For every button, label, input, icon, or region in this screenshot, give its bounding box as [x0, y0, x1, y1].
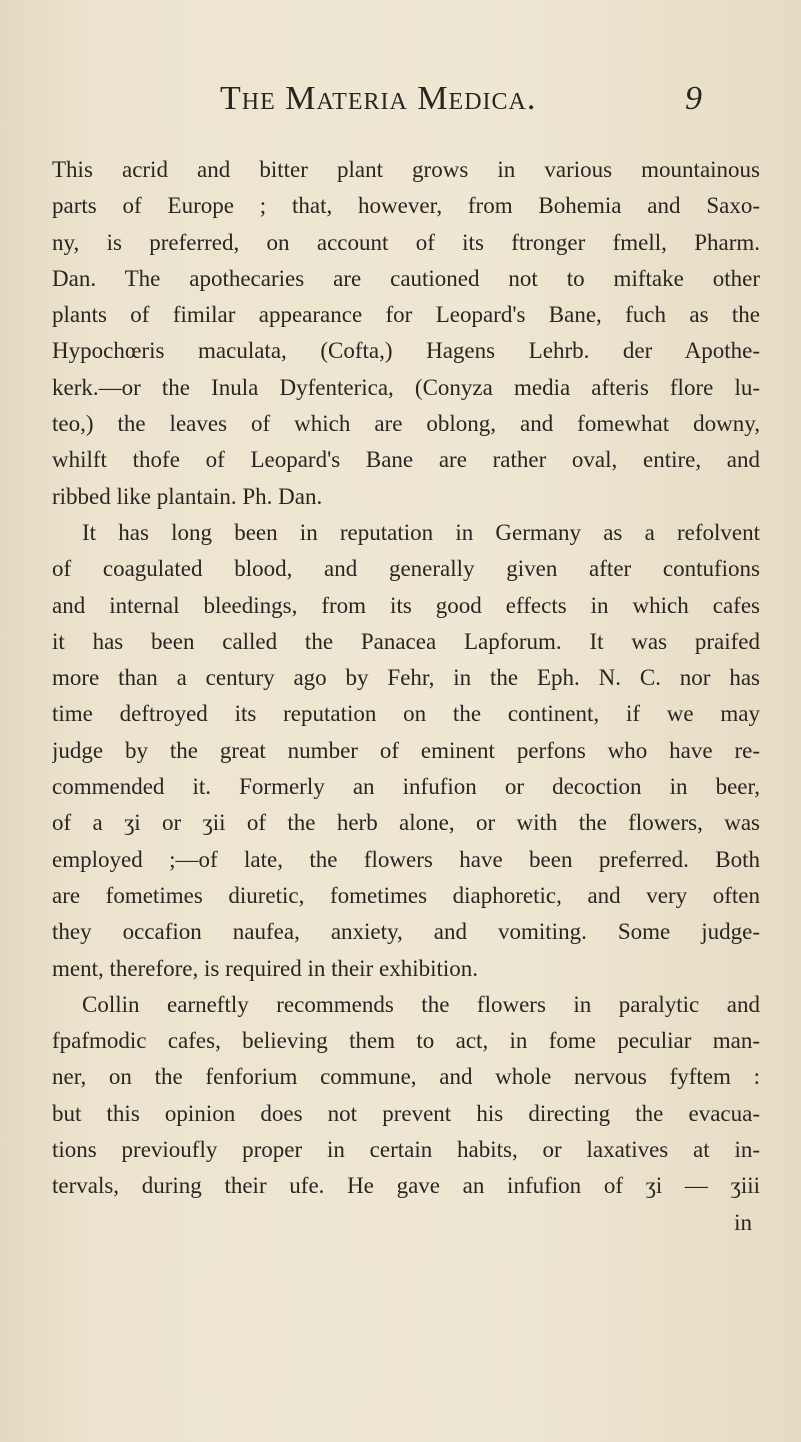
text-line: whilft thofe of Leopard's Bane are rather oval, entire, and	[52, 447, 760, 473]
text-line: ner, on the fenforium commune, and whole nervous fyftem :	[52, 1064, 760, 1090]
text-line: ribbed like plantain. Ph. Dan.	[52, 483, 323, 509]
text-line: parts of Europe ; that, however, from Bohemia and Saxo-	[52, 193, 760, 219]
running-head: The Materia Medica.	[220, 80, 537, 117]
text-line: of a ʒi or ʒii of the herb alone, or with the flowers, was	[52, 810, 760, 836]
text-line: of coagulated blood, and generally given after contufions	[52, 556, 760, 582]
body-text	[52, 152, 760, 1241]
text-line: they occafion naufea, anxiety, and vomiting. Some judge-	[52, 919, 760, 945]
text-line: commended it. Formerly an infufion or decoction in beer,	[52, 774, 760, 800]
text-line: judge by the great number of eminent perfons who have re-	[52, 737, 760, 763]
catchword: in	[734, 1209, 752, 1235]
text-line: Collin earneftly recommends the flowers in paralytic and	[82, 991, 760, 1017]
text-line: plants of fimilar appearance for Leopard's Bane, fuch as the	[52, 302, 760, 328]
page-header	[0, 80, 801, 130]
text-line: are fometimes diuretic, fometimes diaphoretic, and very often	[52, 882, 760, 908]
text-line: and internal bleedings, from its good effects in which cafes	[52, 592, 760, 618]
text-line: it has been called the Panacea Lapforum. It was praifed	[52, 628, 760, 654]
text-line: but this opinion does not prevent his directing the evacua-	[52, 1100, 760, 1126]
text-line: teo,) the leaves of which are oblong, and fomewhat downy,	[52, 411, 760, 437]
text-line: Hypochœris maculata, (Cofta,) Hagens Lehrb. der Apothe-	[52, 338, 760, 364]
text-line: more than a century ago by Fehr, in the Eph. N. C. nor has	[52, 665, 760, 691]
text-line: It has long been in reputation in Germany as a refolvent	[82, 519, 760, 545]
text-line: ment, therefore, is required in their exhibition.	[52, 955, 479, 981]
page-number: 9	[685, 80, 702, 117]
text-line: Dan. The apothecaries are cautioned not to miftake other	[52, 265, 760, 291]
text-line: tions previoufly proper in certain habits, or laxatives at in-	[52, 1137, 760, 1163]
text-line: kerk.—or the Inula Dyfenterica, (Conyza media afteris flore lu-	[52, 374, 760, 400]
text-line: time deftroyed its reputation on the continent, if we may	[52, 701, 760, 727]
text-line: employed ;—of late, the flowers have been preferred. Both	[52, 846, 760, 872]
text-line: tervals, during their ufe. He gave an infufion of ʒi — ʒiii	[52, 1173, 760, 1199]
text-line: ny, is preferred, on account of its ftronger fmell, Pharm.	[52, 229, 760, 255]
text-line: fpafmodic cafes, believing them to act, in fome peculiar man-	[52, 1028, 760, 1054]
text-line: This acrid and bitter plant grows in various mountainous	[52, 157, 760, 182]
